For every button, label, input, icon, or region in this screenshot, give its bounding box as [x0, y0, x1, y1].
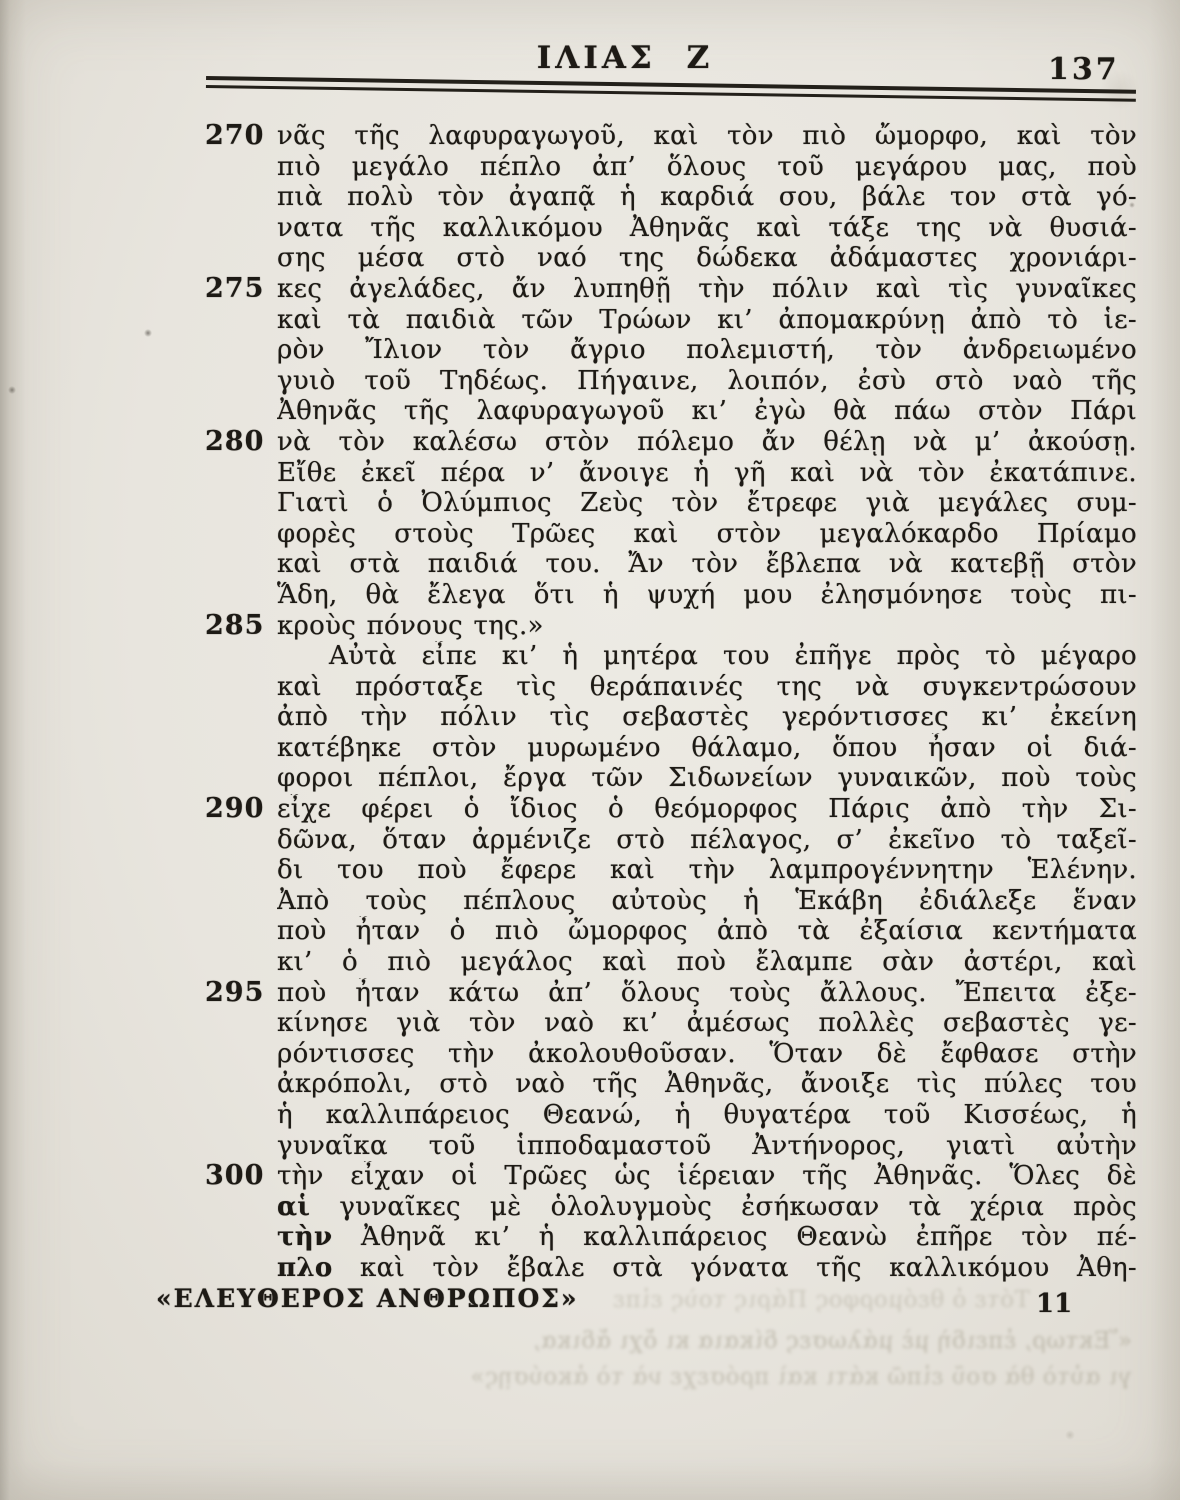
line-text: νατα τῆς καλλικόμου Ἀθηνᾶς καὶ τάξε της νὰ θυσιά-	[277, 212, 1137, 243]
text-line	[205, 366, 1137, 397]
text-line	[205, 1039, 1137, 1070]
line-text: τὴν εἶχαν οἱ Τρῶες ὡς ἱέρειαν τῆς Ἀθηνᾶς. Ὅλες δὲ	[277, 1161, 1137, 1192]
text-line	[205, 396, 1137, 427]
line-text: ἀκρόπολι, στὸ ναὸ τῆς Ἀθηνᾶς, ἄνοιξε τὶς πύλες του	[277, 1069, 1137, 1100]
line-text: πιὰ πολὺ τὸν ἀγαπᾷ ἡ καρδιά σου, βάλε τον στὰ γό-	[277, 182, 1137, 213]
text-line	[205, 1100, 1137, 1131]
line-text: φορὲς στοὺς Τρῶες καὶ στὸν μεγαλόκαρδο Πρίαμο	[277, 518, 1137, 549]
line-text: γυιὸ τοῦ Τηδέως. Πήγαινε, λοιπόν, ἐσὺ στὸ ναὸ τῆς	[277, 365, 1137, 396]
verse-number: 290	[205, 793, 265, 825]
text-line	[205, 580, 1137, 611]
text-line	[205, 733, 1137, 764]
text-line	[205, 1131, 1137, 1162]
line-text: κίνησε γιὰ τὸν ναὸ κι’ ἀμέσως πολλὲς σεβαστὲς γε-	[277, 1008, 1137, 1039]
line-text: Αὐτὰ εἶπε κι’ ἡ μητέρα του ἐπῆγε πρὸς τὸ μέγαρο	[329, 641, 1137, 672]
line-text: δι του ποὺ ἔφερε καὶ τὴν λαμπρογέννητην Ἑλένην.	[277, 855, 1137, 886]
verse-number: 300	[205, 1160, 265, 1192]
line-text: πιὸ μεγάλο πέπλο ἀπ’ ὅλους τοῦ μεγάρου μας, ποὺ	[277, 151, 1137, 182]
footer-publication: «ΕΛΕΥΘΕΡΟΣ ΑΝΘΡΩΠΟΣ»	[156, 1284, 579, 1313]
text-line	[205, 274, 1137, 305]
line-text: ἀπὸ τὴν πόλιν τὶς σεβαστὲς γερόντισσες κι’ ἐκείνη	[277, 702, 1137, 733]
line-text: τὴν Ἀθηνᾶ κι’ ἡ καλλιπάρειος Θεανὼ ἐπῆρε τὸν πέ-	[277, 1222, 1137, 1253]
line-text: ποὺ ἦταν ὁ πιὸ ὤμορφος ἀπὸ τὰ ἐξαίσια κεντήματα	[277, 916, 1137, 947]
text-line	[205, 825, 1137, 856]
line-text: ἡ καλλιπάρειος Θεανώ, ἡ θυγατέρα τοῦ Κισσέως, ἡ	[277, 1100, 1137, 1130]
line-text: γυναῖκα τοῦ ἱπποδαμαστοῦ Ἀντήνορος, γιατὶ αὐτὴν	[277, 1130, 1137, 1161]
verse-number: 280	[205, 425, 265, 457]
text-line	[205, 855, 1137, 886]
line-text: κι’ ὁ πιὸ μεγάλος καὶ ποὺ ἔλαμπε σὰν ἀστέρι, καὶ	[277, 947, 1137, 978]
text-line	[205, 1008, 1137, 1039]
text-line	[205, 305, 1137, 336]
header-rule	[206, 76, 1136, 102]
text-line	[205, 978, 1137, 1009]
text-line	[205, 611, 1137, 642]
text-line	[205, 947, 1137, 978]
line-text: Εἴθε ἐκεῖ πέρα ν’ ἄνοιγε ἡ γῆ καὶ νὰ τὸν ἐκατάπινε.	[277, 457, 1137, 488]
footer-signature-number: 11	[1036, 1289, 1073, 1319]
text-line	[205, 519, 1137, 550]
text-line	[205, 1069, 1137, 1100]
line-text: πλο καὶ τὸν ἔβαλε στὰ γόνατα τῆς καλλικόμου Ἀθη-	[277, 1252, 1137, 1283]
text-line	[205, 1253, 1137, 1284]
line-text: Ἅδη, θὰ ἔλεγα ὅτι ἡ ψυχή μου ἐλησμόνησε τοὺς πι-	[277, 579, 1137, 610]
verse-number: 270	[205, 120, 265, 151]
bleedthrough-line: γι αὐτὸ θὰ σοῦ εἰπῶ κάτι καὶ πρόσεχε νὰ τὸ ἀκούσῃς»	[470, 1364, 1132, 1390]
line-text: φοροι πέπλοι, ἔργα τῶν Σιδωνείων γυναικῶν, ποὺ τοὺς	[277, 763, 1137, 794]
text-line	[205, 1222, 1137, 1253]
text-line	[205, 763, 1137, 794]
verse-number: 295	[205, 976, 265, 1008]
bleedthrough-line: «Ἕκτωρ, ἐπειδὴ μὲ μάλωσες δίκαια κι ὄχι ἄδικα,	[532, 1328, 1132, 1354]
line-text: νὰ τὸν καλέσω στὸν πόλεμο ἄν θέλῃ νὰ μ’ ἀκούσῃ.	[277, 426, 1137, 457]
text-line	[205, 886, 1137, 917]
line-text: Ἀπὸ τοὺς πέπλους αὐτοὺς ἡ Ἑκάβη ἐδιάλεξε ἕναν	[277, 885, 1137, 916]
bleedthrough-line: Τότε ὁ θεόμορφος Πάρις τοὺς εἶπε	[612, 1287, 1030, 1313]
text-line	[205, 488, 1137, 519]
line-text: ρόντισσες τὴν ἀκολουθοῦσαν. Ὅταν δὲ ἔφθασε στὴν	[277, 1038, 1137, 1069]
line-text: καὶ στὰ παιδιά του. Ἄν τὸν ἔβλεπα νὰ κατεβῇ στὸν	[277, 549, 1137, 580]
text-block	[205, 121, 1137, 1284]
text-line	[205, 702, 1137, 733]
line-text: ποὺ ἦταν κάτω ἀπ’ ὅλους τοὺς ἄλλους. Ἔπειτα ἐξε-	[277, 977, 1137, 1008]
text-line	[205, 672, 1137, 703]
line-text: νᾶς τῆς λαφυραγωγοῦ, καὶ τὸν πιὸ ὤμορφο, καὶ τὸν	[277, 121, 1137, 151]
text-line	[205, 794, 1137, 825]
line-text: δῶνα, ὅταν ἀρμένιζε στὸ πέλαγος, σ’ ἐκεῖνο τὸ ταξεῖ-	[277, 824, 1137, 855]
line-text: αἱ γυναῖκες μὲ ὁλολυγμοὺς ἐσήκωσαν τὰ χέρια πρὸς	[277, 1191, 1137, 1222]
page-number: 137	[1048, 52, 1120, 87]
text-line	[205, 641, 1137, 672]
line-text: Γιατὶ ὁ Ὀλύμπιος Ζεὺς τὸν ἔτρεφε γιὰ μεγάλες συμ-	[277, 488, 1137, 519]
text-line	[205, 335, 1137, 366]
text-line	[205, 152, 1137, 183]
line-text: κες ἀγελάδες, ἄν λυπηθῇ τὴν πόλιν καὶ τὶς γυναῖκες	[277, 273, 1137, 304]
line-text: καὶ πρόσταξε τὶς θεράπαινές της νὰ συγκεντρώσουν	[277, 671, 1137, 702]
text-line	[205, 243, 1137, 274]
text-line	[205, 458, 1137, 489]
text-line	[205, 1161, 1137, 1192]
text-line	[205, 121, 1137, 152]
line-text: σης μέσα στὸ ναό της δώδεκα ἀδάμαστες χρονιάρι-	[277, 243, 1137, 274]
verse-number: 275	[205, 272, 265, 304]
page-title: ΙΛΙΑΣ Ζ	[536, 40, 714, 76]
line-text: ρὸν Ἴλιον τὸν ἄγριο πολεμιστή, τὸν ἀνδρειωμένο	[277, 335, 1137, 366]
line-text: κατέβηκε στὸν μυρωμένο θάλαμο, ὅπου ἦσαν οἱ διά-	[277, 732, 1137, 763]
verse-number: 285	[205, 609, 265, 641]
line-text: εἶχε φέρει ὁ ἴδιος ὁ θεόμορφος Πάρις ἀπὸ τὴν Σι-	[277, 794, 1137, 825]
text-line	[205, 916, 1137, 947]
text-line	[205, 427, 1137, 458]
line-text: Ἀθηνᾶς τῆς λαφυραγωγοῦ κι’ ἐγὼ θὰ πάω στὸν Πάρι	[277, 396, 1137, 427]
text-line	[205, 182, 1137, 213]
line-text: καὶ τὰ παιδιὰ τῶν Τρώων κι’ ἀπομακρύνῃ ἀπὸ τὸ ἱε-	[277, 304, 1137, 335]
text-line	[205, 213, 1137, 244]
text-line	[205, 1192, 1137, 1223]
text-line	[205, 549, 1137, 580]
line-text: κροὺς πόνους της.»	[277, 610, 544, 641]
